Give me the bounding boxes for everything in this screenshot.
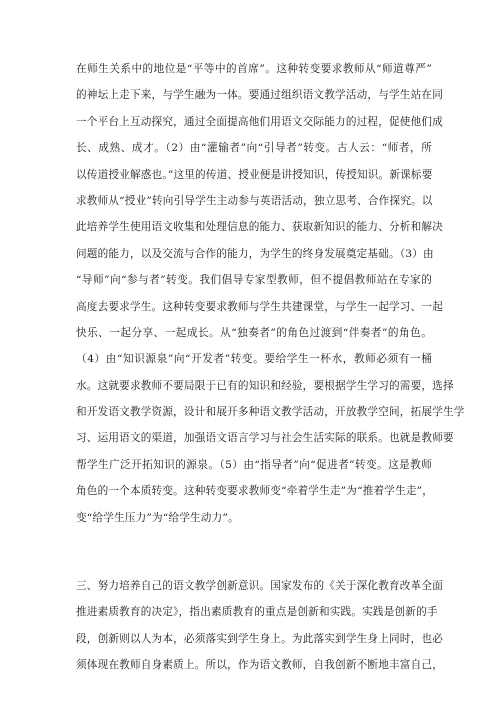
text-line: “导师”向“参与者”转变。我们倡导专家型教师，但不提倡教师站在专家的 (76, 274, 432, 287)
text-line: 长、成熟、成才。（2）由“灌输者”向“引导者”转变。古人云：“师者，所 (76, 142, 432, 155)
text-line: 须体现在教师自身素质上。所以，作为语文教师，自我创新不断地丰富自己， (76, 659, 443, 672)
text-line: 在师生关系中的地位是“平等中的首席”。这种转变要求教师从“师道尊严” (76, 63, 432, 75)
text-line: 和开发语文教学资源，设计和展开多种语文教学活动，开放教学空间，拓展学生学 (76, 406, 465, 419)
text-line: 以传道授业解惑也。”这里的传道、授业便是讲授知识，传授知识。新课标要 (76, 168, 433, 181)
text-line: 求教师从“授业”转向引导学生主动参与英语活动，独立思考、合作探究。以 (76, 194, 433, 207)
main-paragraph (76, 56, 465, 531)
text-line: 段，创新则以人为本，必须落实到学生身上。为此落实到学生身上同时，也必 (76, 632, 443, 645)
text-line: 帮学生广泛开拓知识的源泉。（5）由“指导者”向“促进者”转变。这是教师 (76, 458, 432, 471)
text-line: 快乐、一起分享、一起成长。从“独奏者”的角色过渡到“伴奏者”的角色。 (76, 326, 432, 339)
text-line: （4）由“知识源泉”向“开发者”转变。要给学生一杯水，教师必须有一桶 (76, 353, 432, 366)
text-line: 水。这就要求教师不要局限于已有的知识和经验，要根据学生学习的需要，选择 (76, 379, 454, 392)
text-line: 的神坛上走下来，与学生融为一体。要通过组织语文教学活动，与学生站在同 (76, 89, 443, 102)
text-line: 推进素质教育的决定》，指出素质教育的重点是创新和实践。实践是创新的手 (76, 606, 438, 619)
text-line: 高度去要求学生。这种转变要求教师与学生共建课堂，与学生一起学习、一起 (76, 300, 443, 313)
text-line: 三、努力培养自己的语文教学创新意识。国家发布的《关于深化教育改革全面 (76, 580, 443, 592)
text-line: 变“给学生压力”为“给学生动力”。 (76, 511, 239, 524)
text-line: 此培养学生使用语文收集和处理信息的能力、获取新知识的能力、分析和解决 (76, 221, 443, 234)
section-3-paragraph (76, 573, 443, 679)
text-line: 一个平台上互动探究，通过全面提高他们用语文交际能力的过程，促使他们成 (76, 115, 443, 128)
text-line: 问题的能力，以及交流与合作的能力，为学生的终身发展奠定基础。（3）由 (76, 247, 434, 260)
text-line: 习、运用语文的渠道，加强语文语言学习与社会生活实际的联系。也就是教师要 (76, 432, 454, 445)
text-line: 角色的一个本质转变。这种转变要求教师变“牵着学生走”为“推着学生走”， (76, 485, 434, 498)
